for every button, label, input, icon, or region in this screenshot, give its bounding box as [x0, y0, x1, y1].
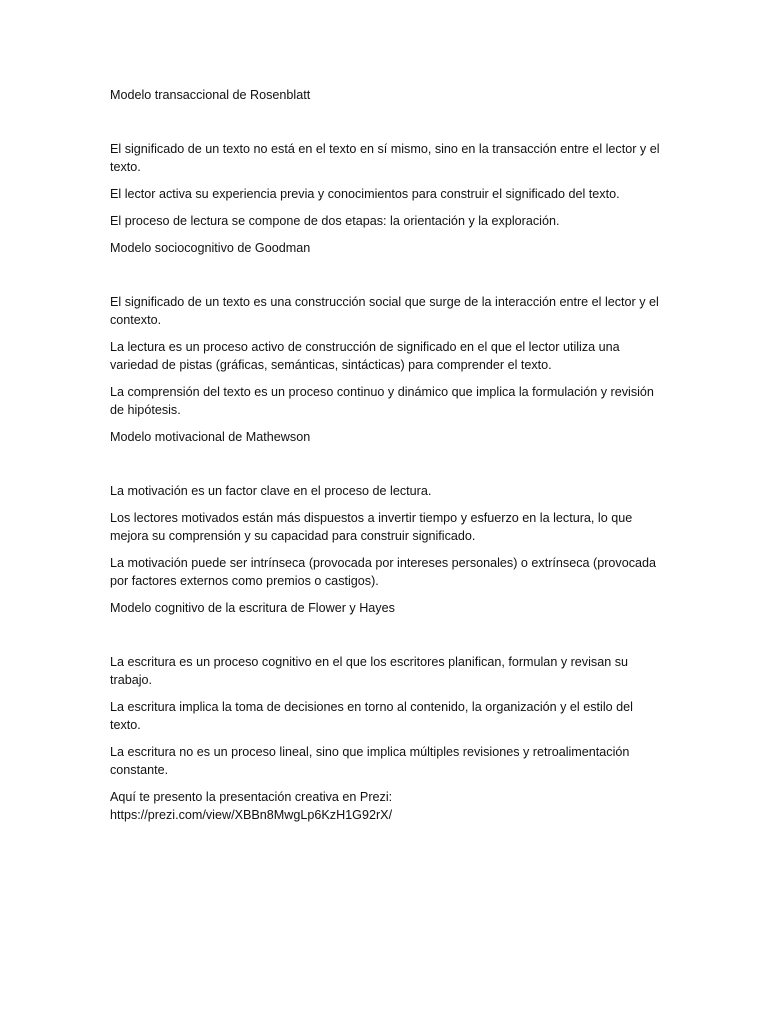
- paragraph: La lectura es un proceso activo de construcción de significado en el que el lector utiliza una variedad de pistas (gráficas, semánticas, sintácticas) para comprender el texto.: [110, 340, 620, 372]
- section-heading: Modelo motivacional de Mathewson: [110, 430, 311, 444]
- closing-intro: Aquí te presento la presentación creativa en Prezi:: [110, 790, 393, 804]
- section-heading: Modelo sociocognitivo de Goodman: [110, 241, 311, 255]
- paragraph: La motivación puede ser intrínseca (provocada por intereses personales) o extrínseca (provocada por factores externos como premios o castigos).: [110, 556, 657, 588]
- paragraph: El significado de un texto es una construcción social que surge de la interacción entre el lector y el contexto.: [110, 295, 659, 327]
- section-heading: Modelo transaccional de Rosenblatt: [110, 88, 311, 102]
- section-heading: Modelo cognitivo de la escritura de Flower y Hayes: [110, 601, 395, 615]
- paragraph: Los lectores motivados están más dispuestos a invertir tiempo y esfuerzo en la lectura, lo que mejora su comprensión y su capacidad para construir significado.: [110, 511, 633, 543]
- paragraph: La escritura implica la toma de decisiones en torno al contenido, la organización y el estilo del texto.: [110, 700, 633, 732]
- paragraph: La escritura no es un proceso lineal, sino que implica múltiples revisiones y retroalimentación constante.: [110, 745, 630, 777]
- paragraph: La escritura es un proceso cognitivo en el que los escritores planifican, formulan y revisan su trabajo.: [110, 655, 629, 687]
- document-body: [110, 86, 660, 824]
- paragraph: La motivación es un factor clave en el proceso de lectura.: [110, 484, 432, 498]
- closing-paragraph: [110, 788, 660, 824]
- paragraph: El lector activa su experiencia previa y conocimientos para construir el significado del texto.: [110, 187, 620, 201]
- paragraph: El proceso de lectura se compone de dos etapas: la orientación y la exploración.: [110, 214, 560, 228]
- prezi-link[interactable]: https://prezi.com/view/XBBn8MwgLp6KzH1G92rX/: [110, 808, 393, 822]
- paragraph: La comprensión del texto es un proceso continuo y dinámico que implica la formulación y revisión de hipótesis.: [110, 385, 654, 417]
- paragraph: El significado de un texto no está en el texto en sí mismo, sino en la transacción entre el lector y el texto.: [110, 142, 660, 174]
